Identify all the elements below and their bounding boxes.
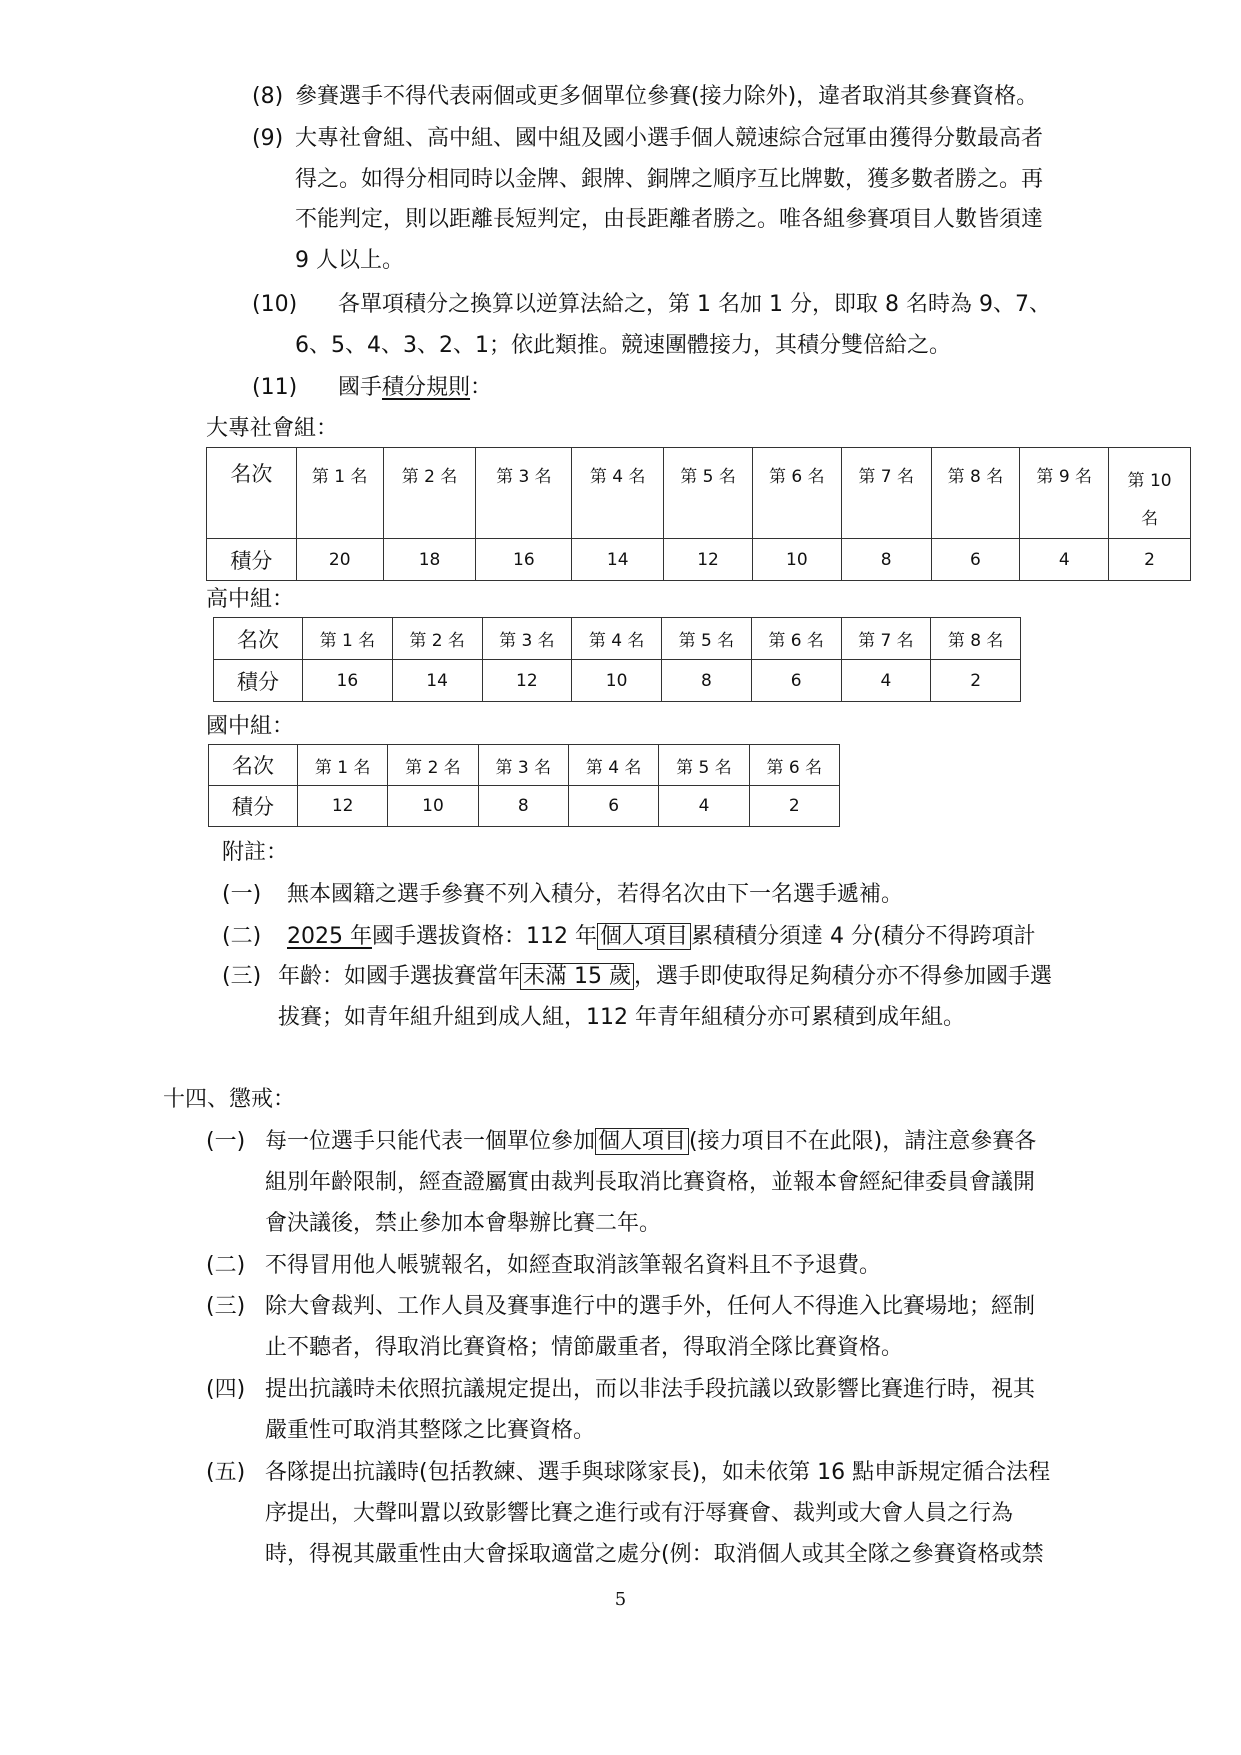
p1-part-b: (接力項目不在此限)，請注意參賽各 [689,1129,1037,1154]
rank-cell: 第 3 名 [476,448,572,539]
points-cell: 6 [568,786,658,827]
note-3-number: (三) [222,964,262,989]
item-11-text [338,373,492,403]
table-row-points [214,660,1021,702]
points-cell: 18 [383,539,476,581]
table-label-highschool: 高中組： [206,587,295,612]
points-cell: 20 [296,539,383,581]
rank-cell: 第 1 名 [298,745,388,786]
item-8-number: (8) [252,84,284,109]
rank-cell: 第 9 名 [1020,448,1109,539]
item-10-line-2: 6、5、4、3、2、1；依此類推。競速團體接力，其積分雙倍給之。 [295,333,951,358]
note-2-number: (二) [222,924,262,949]
row-head-rank: 名次 [209,745,298,786]
row-head-points: 積分 [207,539,297,581]
item-9-line-2: 得之。如得分相同時以金牌、銀牌、銅牌之順序互比牌數，獲多數者勝之。再 [295,167,1044,192]
note-2-year: 2025 年 [287,924,372,949]
p4-number: (四) [206,1377,246,1402]
p1-line-3: 會決議後，禁止參加本會舉辦比賽二年。 [265,1211,662,1236]
points-cell: 16 [303,660,393,702]
page-number: 5 [614,1589,627,1610]
note-3-boxed: 未滿 15 歲 [520,963,634,990]
p1-line-1 [265,1127,1036,1157]
p2-number: (二) [206,1253,246,1278]
points-cell: 2 [1109,539,1191,581]
rank-cell: 第 5 名 [662,618,752,660]
note-2-text [287,922,1036,952]
rank-cell: 第 6 名 [751,618,841,660]
rank-cell: 第 6 名 [749,745,839,786]
points-cell: 4 [841,660,931,702]
points-cell: 10 [388,786,478,827]
points-cell: 12 [664,539,753,581]
rank-cell: 第 4 名 [572,618,662,660]
points-cell: 16 [476,539,572,581]
rank-cell: 第 8 名 [931,618,1021,660]
p3-line-1: 除大會裁判、工作人員及賽事進行中的選手外，任何人不得進入比賽場地；經制 [265,1294,1036,1319]
note-1-text: 無本國籍之選手參賽不列入積分，若得名次由下一名選手遞補。 [287,882,904,907]
points-cell: 2 [931,660,1021,702]
rank-cell: 第 7 名 [841,448,931,539]
section-14-title: 十四、懲戒： [163,1087,296,1112]
points-cell: 12 [298,786,388,827]
item-8-text: 參賽選手不得代表兩個或更多個單位參賽(接力除外)，違者取消其參賽資格。 [295,84,1039,109]
item-11-post: ： [470,375,493,400]
table-row-ranks [209,745,840,786]
item-10-number: (10) [252,292,298,317]
rank-cell: 第 3 名 [478,745,568,786]
rank-cell: 第 2 名 [392,618,482,660]
note-3-part-a: 年齡：如國手選拔賽當年 [278,964,521,989]
item-11-underlined: 積分規則 [382,375,471,400]
table-label-juniorhigh: 國中組： [206,714,295,739]
note-3-line-2: 拔賽；如青年組升組到成人組，112 年青年組積分亦可累積到成年組。 [278,1005,965,1030]
note-3-text [278,962,1052,992]
item-9-line-1: 大專社會組、高中組、國中組及國小選手個人競速綜合冠軍由獲得分數最高者 [295,126,1044,151]
item-9-line-3: 不能判定，則以距離長短判定，由長距離者勝之。唯各組參賽項目人數皆須達 [295,207,1044,232]
points-cell: 12 [482,660,572,702]
points-cell: 10 [752,539,841,581]
p1-line-2: 組別年齡限制，經查證屬實由裁判長取消比賽資格，並報本會經紀律委員會議開 [265,1170,1036,1195]
p1-part-a: 每一位選手只能代表一個單位參加 [265,1129,596,1154]
points-cell: 6 [751,660,841,702]
points-cell: 8 [662,660,752,702]
note-2-boxed: 個人項目 [597,923,691,950]
points-table-college [206,447,1191,581]
rank-cell: 第 8 名 [931,448,1020,539]
row-head-rank: 名次 [207,448,297,539]
rank-cell: 第 2 名 [383,448,476,539]
table-row-points [209,786,840,827]
p5-line-3: 時，得視其嚴重性由大會採取適當之處分(例：取消個人或其全隊之參賽資格或禁 [265,1542,1044,1567]
points-cell: 6 [931,539,1020,581]
p5-number: (五) [206,1460,246,1485]
points-table-juniorhigh [208,744,840,827]
note-3-part-b: ，選手即使取得足夠積分亦不得參加國手選 [634,964,1053,989]
item-11-pre: 國手 [338,375,383,400]
item-9-number: (9) [252,126,284,151]
p4-line-1: 提出抗議時未依照抗議規定提出，而以非法手段抗議以致影響比賽進行時，視其 [265,1377,1036,1402]
rank-cell: 第 2 名 [388,745,478,786]
p4-line-2: 嚴重性可取消其整隊之比賽資格。 [265,1418,596,1443]
points-cell: 14 [392,660,482,702]
item-9-line-4: 9 人以上。 [295,248,404,273]
p1-boxed: 個人項目 [595,1128,689,1155]
rank-cell: 第 1 名 [296,448,383,539]
rank-cell: 第 1 名 [303,618,393,660]
row-head-points: 積分 [214,660,303,702]
item-11-number: (11) [252,375,298,400]
p5-line-2: 序提出，大聲叫囂以致影響比賽之進行或有汙辱賽會、裁判或大會人員之行為 [265,1501,1014,1526]
rank-cell: 第 5 名 [664,448,753,539]
p3-line-2: 止不聽者，得取消比賽資格；情節嚴重者，得取消全隊比賽資格。 [265,1335,904,1360]
points-cell: 4 [1020,539,1109,581]
rank-cell: 第 3 名 [482,618,572,660]
points-cell: 2 [749,786,839,827]
notes-label: 附註： [222,840,289,865]
note-2-part-b: 累積積分須達 4 分(積分不得跨項計 [691,924,1036,949]
rank-cell: 第 10 名 [1109,448,1191,539]
rank-cell: 第 4 名 [572,448,664,539]
rank-cell: 第 5 名 [659,745,749,786]
p3-number: (三) [206,1294,246,1319]
points-cell: 8 [841,539,931,581]
p2-line-1: 不得冒用他人帳號報名，如經查取消該筆報名資料且不予退費。 [265,1253,882,1278]
table-row-ranks [207,448,1191,539]
table-row-ranks [214,618,1021,660]
rank-cell: 第 4 名 [568,745,658,786]
points-cell: 4 [659,786,749,827]
p5-line-1: 各隊提出抗議時(包括教練、選手與球隊家長)，如未依第 16 點申訴規定循合法程 [265,1460,1051,1485]
points-cell: 14 [572,539,664,581]
points-cell: 8 [478,786,568,827]
row-head-points: 積分 [209,786,298,827]
rank-cell: 第 6 名 [752,448,841,539]
points-cell: 10 [572,660,662,702]
table-label-college: 大專社會組： [206,416,339,441]
table-row-points [207,539,1191,581]
item-10-line-1: 各單項積分之換算以逆算法給之，第 1 名加 1 分，即取 8 名時為 9、7、 [338,292,1051,317]
note-1-number: (一) [222,882,262,907]
note-2-part-a: 國手選拔資格：112 年 [371,924,597,949]
row-head-rank: 名次 [214,618,303,660]
points-table-highschool [213,617,1021,702]
rank-cell: 第 7 名 [841,618,931,660]
p1-number: (一) [206,1129,246,1154]
